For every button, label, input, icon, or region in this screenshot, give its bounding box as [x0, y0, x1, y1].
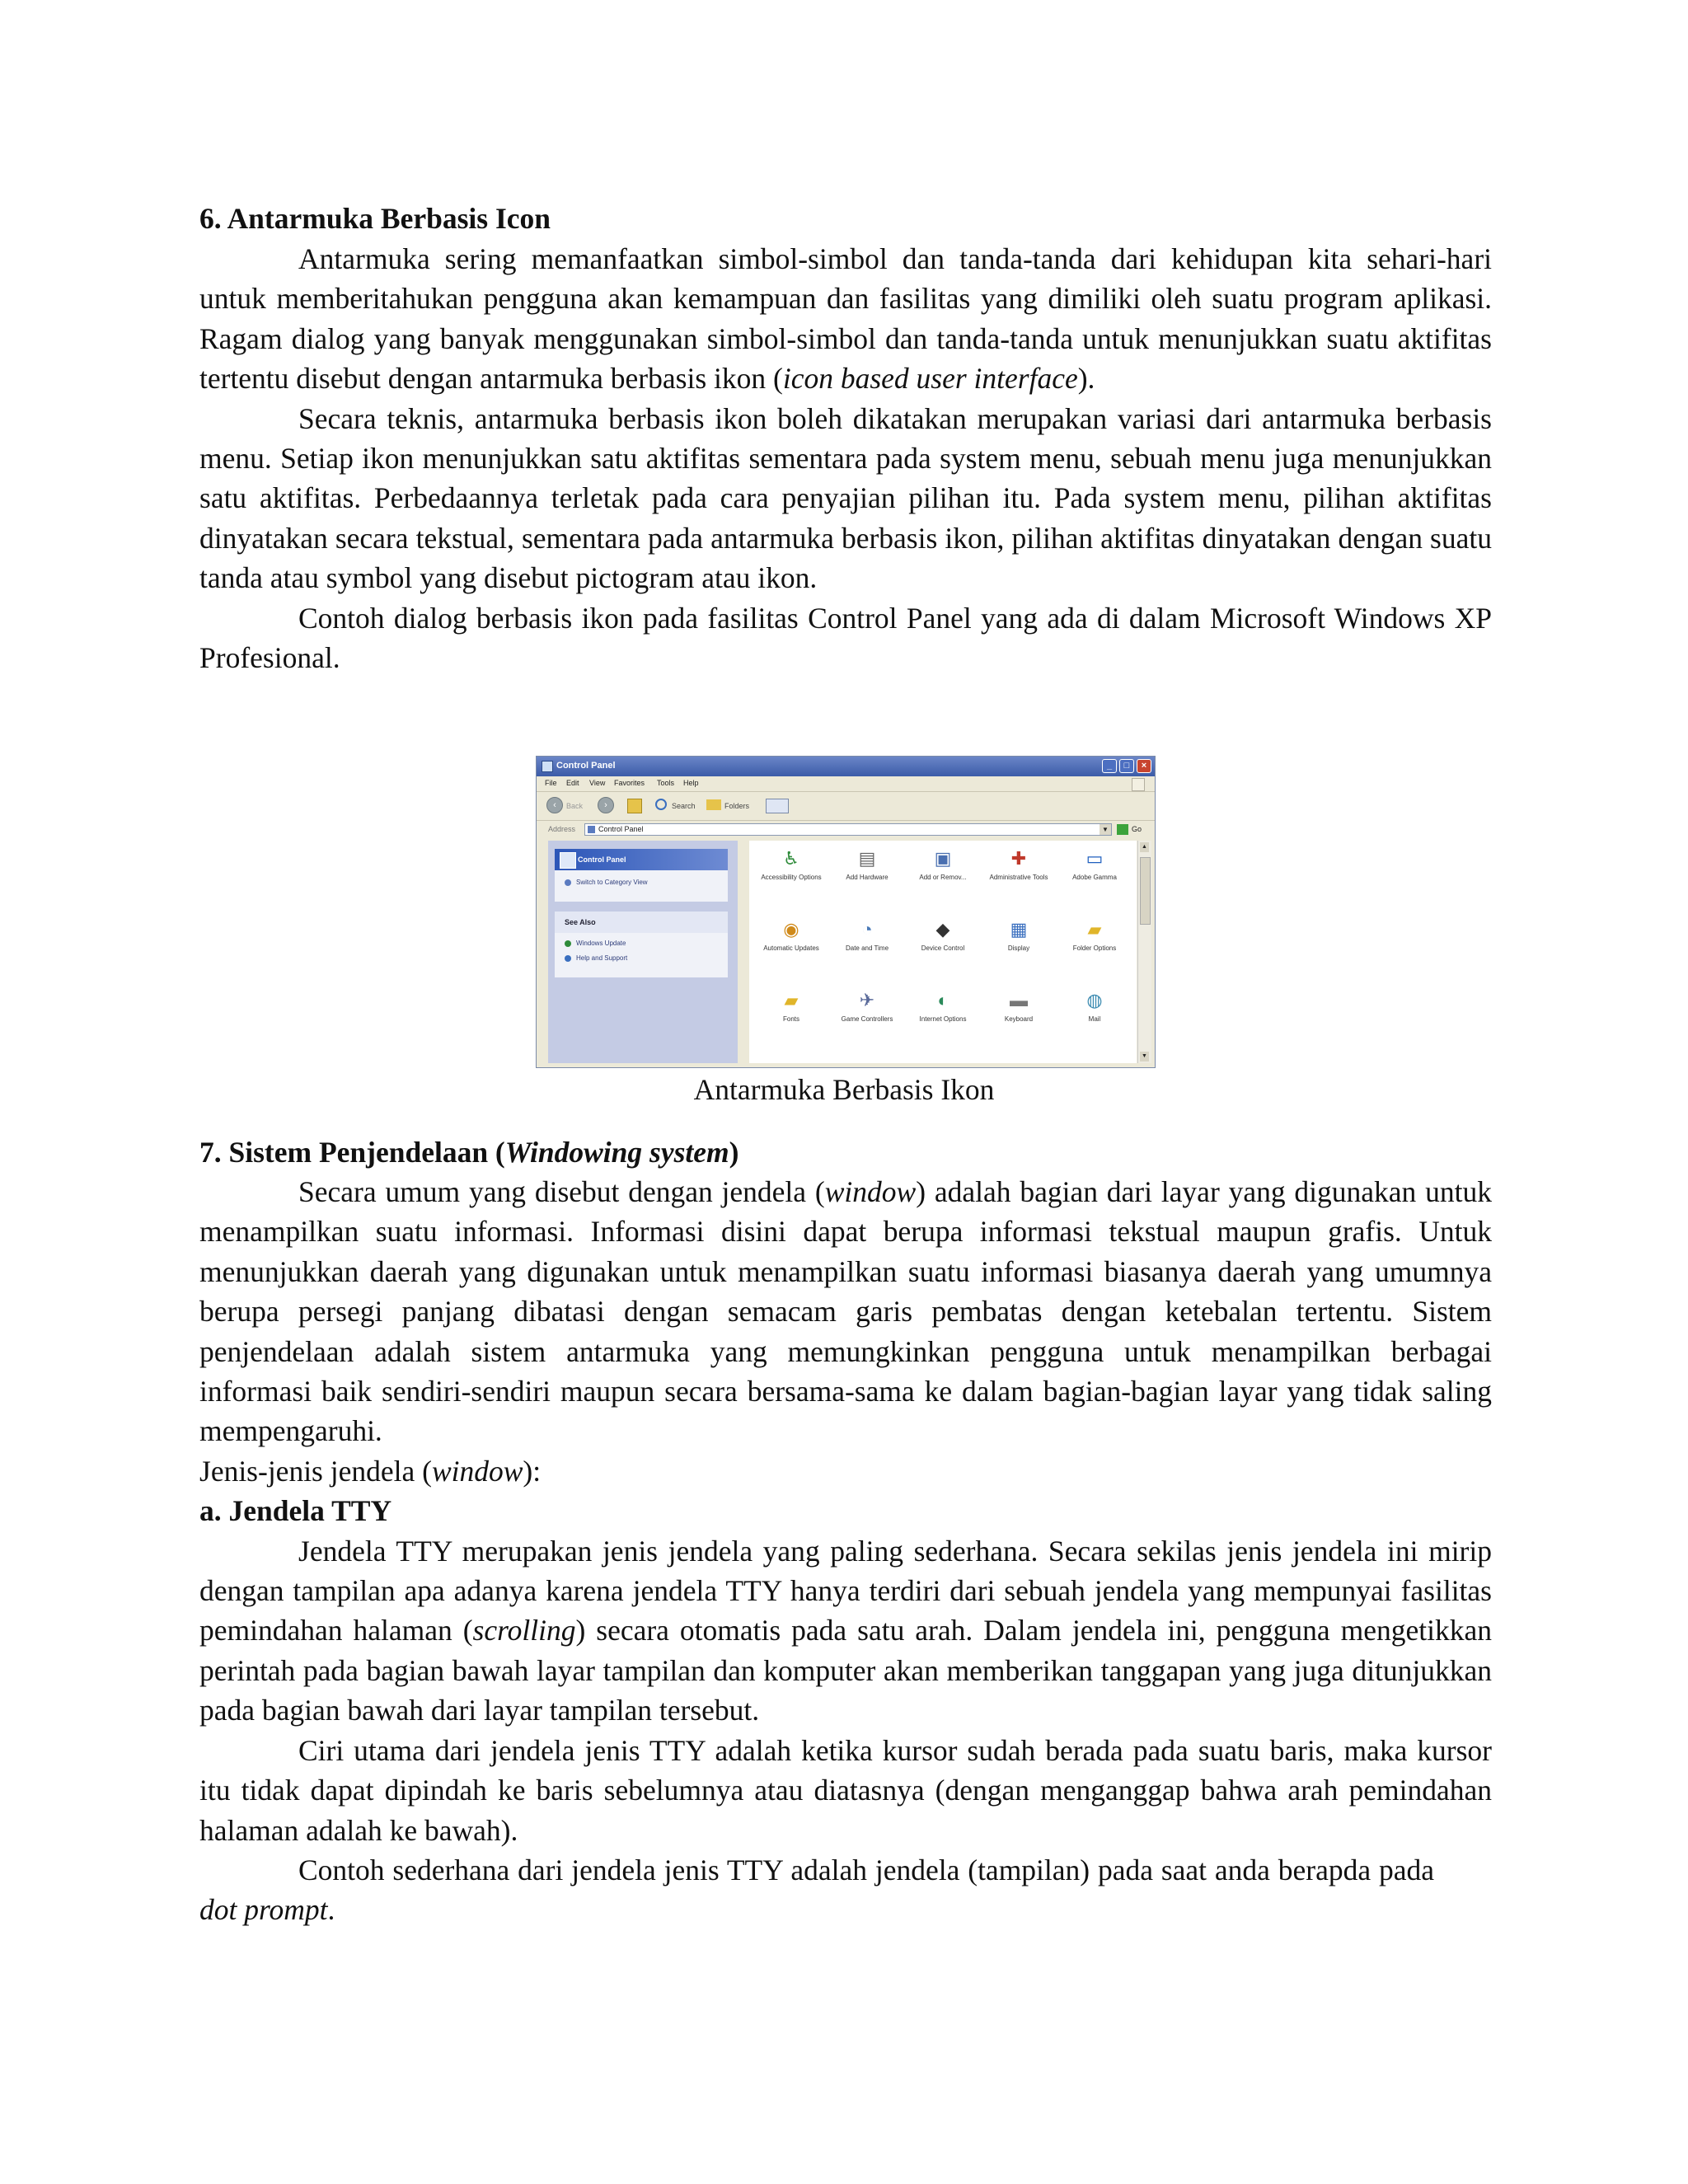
paragraph	[199, 239, 1492, 399]
minimize-button: _	[1102, 759, 1117, 773]
close-button: ×	[1137, 759, 1151, 773]
mail-icon: ◍	[1086, 990, 1103, 1010]
control-panel-item	[830, 989, 904, 1023]
menu-favorites: Favorites	[614, 779, 645, 787]
figure-caption: Antarmuka Berbasis Ikon	[693, 1073, 995, 1106]
heading-italic: Windowing system	[504, 1136, 729, 1169]
scrollbar	[1137, 841, 1151, 1063]
task-pane	[548, 841, 738, 1063]
subheading-tty: a. Jendela TTY	[199, 1494, 392, 1528]
italic-term: scrolling	[472, 1614, 576, 1647]
paragraph-text: ) secara otomatis pada satu arah. Dalam jendela ini, pengguna mengetikkan perintah pada bagian bawah layar tampilan dan komputer akan memberikan tanggapan yang juga ditunjukkan pada bagian bawah dari layar tampilan tersebut.	[199, 1614, 1492, 1727]
switch-view-label: Switch to Category View	[576, 879, 648, 886]
control-panel-small-icon	[588, 826, 595, 833]
item-label: Folder Options	[1072, 944, 1117, 952]
paragraph-text: ):	[523, 1454, 542, 1488]
paragraph-text: Antarmuka sering memanfaatkan simbol-simbol dan tanda-tanda dari kehidupan kita sehari-hari untuk memberitahukan pengguna akan kemampuan dan fasilitas yang dimiliki oleh suatu program aplikasi. Ragam dialog yang banyak menggunakan simbol-simbol dan tanda-tanda untuk menunjukkan suatu aktifitas tertentu disebut dengan antarmuka berbasis ikon (	[199, 242, 1492, 396]
item-label: Fonts	[782, 1015, 799, 1023]
up-folder-icon	[627, 799, 642, 813]
folder-icon: ▰	[1087, 919, 1102, 940]
heading-text: )	[729, 1136, 739, 1169]
item-label: Add Hardware	[846, 874, 889, 881]
windows-flag-icon	[1132, 778, 1145, 791]
see-also-box	[555, 912, 728, 977]
item-label: Date and Time	[845, 944, 889, 952]
control-panel-item	[754, 989, 828, 1023]
address-bar	[537, 821, 1155, 839]
list-intro	[199, 1451, 1492, 1491]
heading-text: 7. Sistem Penjendelaan (	[199, 1136, 505, 1169]
go-label: Go	[1132, 825, 1142, 833]
item-label: Accessibility Options	[761, 874, 822, 881]
control-panel-item	[1057, 847, 1132, 881]
item-label: Mail	[1088, 1015, 1101, 1023]
add-remove-icon: ▣	[934, 848, 952, 869]
device-icon: ◆	[935, 919, 950, 940]
item-label: Device Control	[921, 944, 965, 952]
section-6-body	[199, 239, 1492, 677]
windows-update-icon	[565, 940, 571, 947]
see-also-label: Windows Update	[576, 940, 626, 947]
italic-term: window	[431, 1454, 523, 1488]
control-panel-item	[982, 989, 1056, 1023]
display-icon: ▦	[1010, 919, 1028, 940]
control-panel-item	[906, 918, 980, 952]
hardware-icon: ▤	[858, 848, 876, 869]
forward-arrow-icon: ›	[598, 797, 614, 813]
italic-term: window	[824, 1175, 917, 1208]
paragraph: Secara teknis, antarmuka berbasis ikon boleh dikatakan merupakan variasi dari antarmuka berbasis menu. Setiap ikon menunjukkan satu aktifitas sementara pada system menu, sebuah menu juga menunjukkan satu aktifitas. Perbedaannya terletak pada cara penyajian pilihan itu. Pada system menu, pilihan aktifitas dinyatakan secara tekstual, sementara pada antarmuka berbasis ikon, pilihan aktifitas dinyatakan dengan suatu tanda atau symbol yang disebut pictogram atau ikon.	[199, 401, 1492, 595]
see-also-title: See Also	[565, 918, 596, 926]
switch-view-link	[565, 879, 648, 886]
control-panel-item	[906, 989, 980, 1023]
menu-view: View	[589, 779, 606, 787]
internet-icon: ◐	[937, 990, 949, 1010]
item-label: Display	[1007, 944, 1030, 952]
control-panel-icon	[542, 761, 553, 772]
item-label: Adobe Gamma	[1072, 874, 1117, 881]
menu-edit: Edit	[566, 779, 579, 787]
item-label: Keyboard	[1004, 1015, 1034, 1023]
admin-tools-icon: ✚	[1010, 848, 1027, 869]
item-label: Game Controllers	[841, 1015, 893, 1023]
section-7-heading	[199, 1132, 738, 1172]
scroll-up-icon: ▲	[1140, 842, 1149, 852]
keyboard-icon: ▬	[1010, 990, 1028, 1010]
maximize-button: □	[1119, 759, 1134, 773]
globe-icon: ◉	[783, 919, 799, 940]
control-panel-item	[830, 847, 904, 881]
panel-header	[555, 849, 728, 870]
section-7-body	[199, 1172, 1492, 1930]
paragraph	[199, 1850, 1492, 1930]
control-panel-screenshot	[536, 756, 1156, 1068]
monitor-icon: ▭	[1085, 848, 1104, 869]
see-also-link	[565, 954, 627, 962]
address-field	[584, 823, 1112, 836]
paragraph-text: .	[327, 1893, 335, 1927]
menu-file: File	[545, 779, 557, 787]
see-also-link	[565, 940, 626, 947]
scroll-down-icon: ▼	[1140, 1052, 1149, 1062]
item-label: Administrative Tools	[989, 874, 1048, 881]
item-label: Internet Options	[919, 1015, 967, 1023]
item-label: Automatic Updates	[763, 944, 819, 952]
toolbar	[537, 792, 1155, 821]
paragraph-text: Jenis-jenis jendela (	[199, 1454, 432, 1488]
back-label: Back	[566, 802, 584, 810]
switch-view-icon	[565, 879, 571, 886]
panel-title: Control Panel	[578, 855, 626, 864]
italic-term: icon based user interface	[782, 362, 1078, 396]
paragraph: Ciri utama dari jendela jenis TTY adalah ketika kursor sudah berada pada suatu baris, maka kursor itu tidak dapat dipindah ke baris sebelumnya atau diatasnya (dengan menganggap bahwa arah pemindahan halaman adalah ke bawah).	[199, 1733, 1492, 1847]
paragraph-text: ).	[1077, 362, 1095, 396]
clock-icon: ◔	[861, 919, 873, 940]
address-label: Address	[548, 825, 576, 833]
fonts-icon: ▰	[784, 990, 799, 1010]
accessibility-icon: ♿	[783, 848, 799, 869]
paragraph-text: ) adalah bagian dari layar yang digunakan untuk menampilkan suatu informasi. Informasi disini dapat berupa informasi tekstual maupun grafis. Untuk menunjukkan daerah yang digunakan untuk menampilkan suatu informasi biasanya daerah yang umumnya berupa persegi panjang dibatasi dengan semacam garis pembatas dengan ketebalan tertentu. Sistem penjendelaan adalah sistem antarmuka yang memungkinkan pengguna untuk menampilkan berbagai informasi baik sendiri-sendiri maupun secara bersama-sama ke dalam bagian-bagian layar yang tidak saling mempengaruhi.	[199, 1175, 1493, 1448]
menu-help: Help	[683, 779, 699, 787]
control-panel-item	[1057, 918, 1132, 952]
section-6-heading: 6. Antarmuka Berbasis Icon	[199, 202, 551, 235]
control-panel-large-icon	[560, 852, 576, 869]
menu-tools: Tools	[657, 779, 675, 787]
paragraph-text: Contoh sederhana dari jendela jenis TTY adalah jendela (tampilan) pada saat anda berapda pada	[298, 1853, 1434, 1886]
title-bar	[537, 757, 1155, 776]
gamepad-icon: ✈	[859, 990, 875, 1010]
control-panel-item	[754, 918, 828, 952]
control-panel-item	[830, 918, 904, 952]
address-value: Control Panel	[598, 825, 644, 833]
views-icon	[766, 799, 789, 813]
menu-bar	[537, 776, 1155, 792]
control-panel-item	[906, 847, 980, 881]
paragraph-text: Secara umum yang disebut dengan jendela (	[298, 1175, 825, 1208]
control-panel-item	[982, 918, 1056, 952]
paragraph: Contoh dialog berbasis ikon pada fasilitas Control Panel yang ada di dalam Microsoft Windows XP Profesional.	[199, 601, 1492, 675]
control-panel-item	[982, 847, 1056, 881]
folders-label: Folders	[724, 802, 750, 810]
icon-grid	[749, 841, 1137, 1063]
control-panel-item	[1057, 989, 1132, 1023]
see-also-header	[555, 912, 728, 933]
search-icon	[655, 799, 667, 810]
control-panel-item	[754, 847, 828, 881]
chevron-down-icon: ▼	[1100, 824, 1111, 835]
window-title: Control Panel	[556, 761, 616, 771]
see-also-label: Help and Support	[576, 954, 628, 962]
italic-term: dot prompt	[199, 1893, 328, 1927]
go-arrow-icon	[1117, 824, 1128, 835]
item-label: Add or Remov...	[919, 874, 967, 881]
help-icon	[565, 955, 571, 962]
scroll-thumb	[1140, 857, 1151, 925]
back-arrow-icon: ‹	[546, 797, 563, 813]
paragraph	[199, 1172, 1492, 1451]
control-panel-box	[555, 849, 728, 902]
search-label: Search	[672, 802, 696, 810]
paragraph	[199, 1531, 1492, 1731]
folders-icon	[706, 799, 721, 810]
paragraph-text: Jendela TTY merupakan jenis jendela yang paling sederhana. Secara sekilas jenis jendela ini mirip dengan tampilan apa adanya karena jendela TTY hanya terdiri dari sebuah jendela yang mempunyai fasilitas pemindahan halaman (	[199, 1534, 1492, 1647]
